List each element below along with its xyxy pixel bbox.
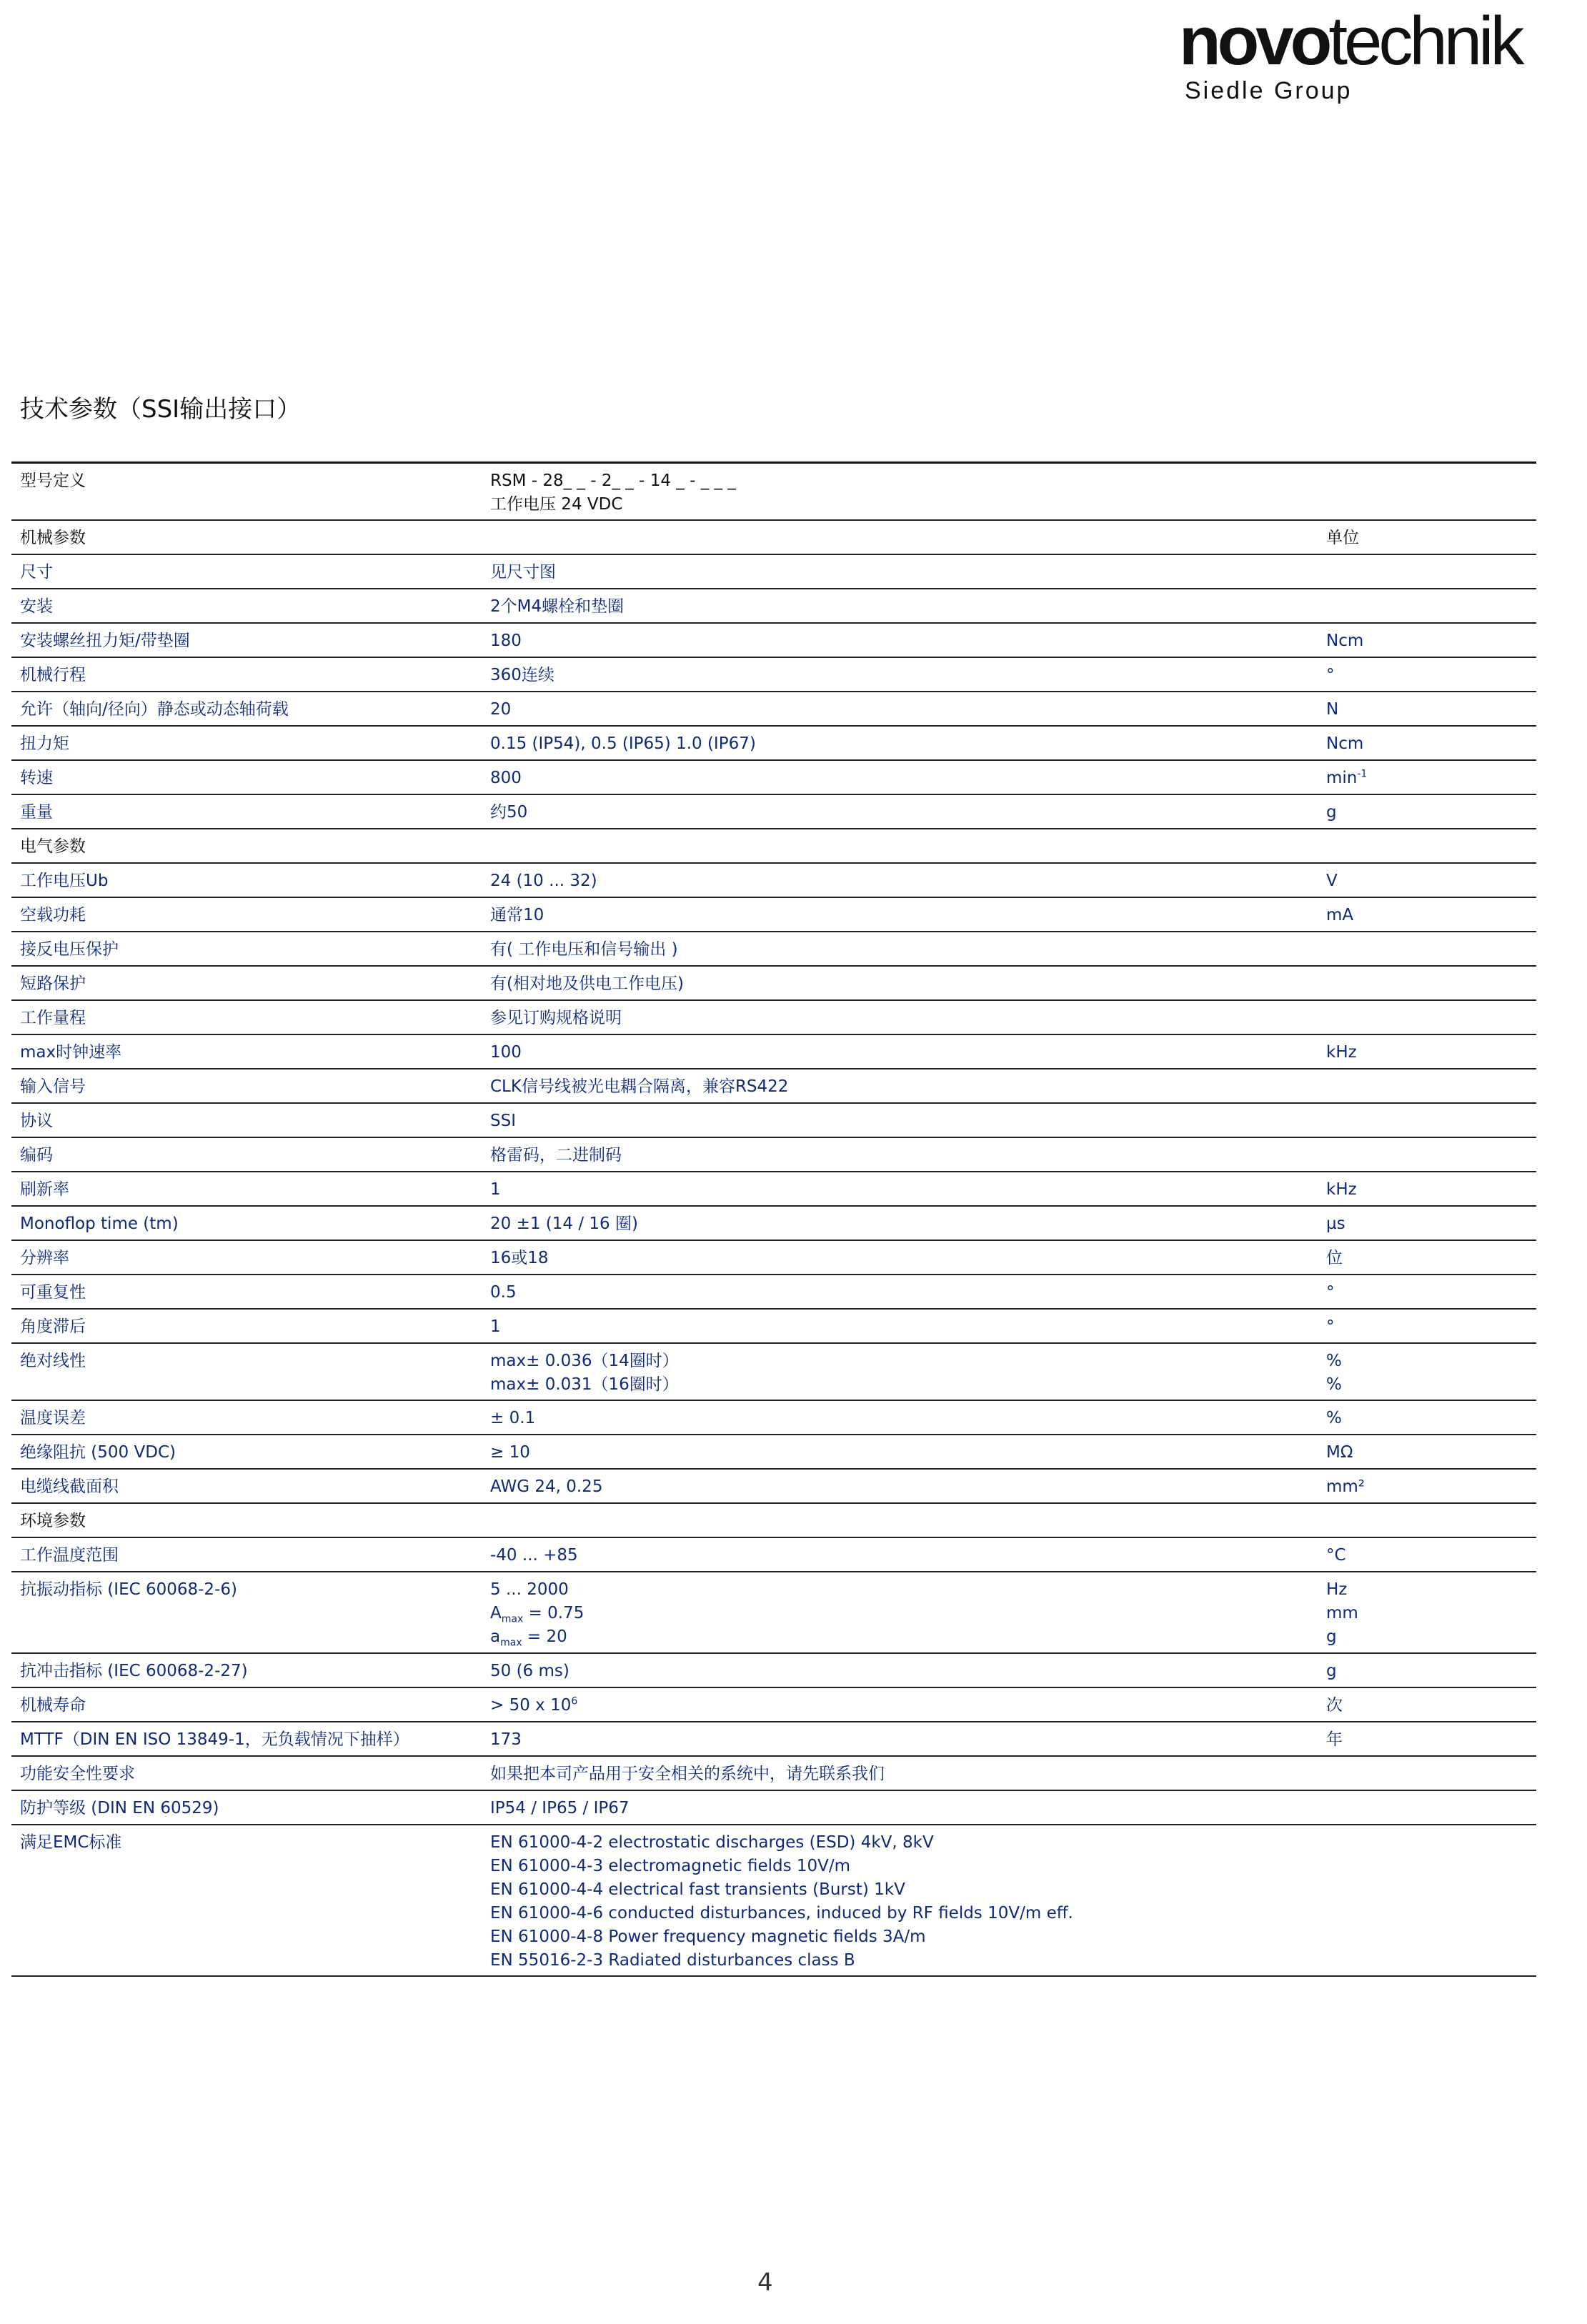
row-label: 尺寸 bbox=[20, 563, 53, 582]
row-label: 分辨率 bbox=[20, 1249, 69, 1267]
row-value: 20 bbox=[490, 700, 512, 719]
table-row bbox=[11, 555, 1536, 589]
row-value: -40 ... +85 bbox=[490, 1546, 578, 1565]
unit-header: 单位 bbox=[1326, 529, 1359, 547]
section-label: 电气参数 bbox=[20, 837, 86, 856]
row-unit: MΩ bbox=[1326, 1443, 1353, 1462]
row-unit: mm² bbox=[1326, 1477, 1365, 1496]
row-value: 5 ... 2000 $A_{max} = 0.75$ $a_{max} = 20$ bbox=[490, 1580, 584, 1649]
row-label: 扭力矩 bbox=[20, 734, 69, 753]
row-value: 见尺寸图 bbox=[490, 563, 556, 582]
row-label: 绝缘阻抗 (500 VDC) bbox=[20, 1443, 176, 1462]
table-row bbox=[11, 1791, 1536, 1825]
row-label: 温度误差 bbox=[20, 1409, 86, 1427]
table-row bbox=[11, 967, 1536, 1001]
row-value: RSM - 28_ _ - 2_ _ - 14 _ - _ _ _ 工作电压 24 VDC bbox=[490, 472, 736, 514]
row-label: 防护等级 (DIN EN 60529) bbox=[20, 1799, 219, 1817]
table-row bbox=[11, 1401, 1536, 1435]
row-label: 抗振动指标 (IEC 60068-2-6) bbox=[20, 1580, 237, 1599]
table-row-model bbox=[11, 464, 1536, 521]
row-value: CLK信号线被光电耦合隔离，兼容RS422 bbox=[490, 1077, 789, 1096]
row-label: 型号定义 bbox=[20, 472, 86, 490]
table-row bbox=[11, 1654, 1536, 1688]
table-row bbox=[11, 1069, 1536, 1104]
table-row bbox=[11, 1722, 1536, 1757]
logo-subtitle: Siedle Group bbox=[1185, 77, 1353, 104]
row-label: 转速 bbox=[20, 769, 53, 787]
row-label: 空载功耗 bbox=[20, 906, 86, 924]
row-value: 格雷码，二进制码 bbox=[490, 1146, 622, 1165]
row-value: 1 bbox=[490, 1180, 501, 1199]
row-label: 安装螺丝扭力矩/带垫圈 bbox=[20, 632, 190, 650]
row-value: 0.5 bbox=[490, 1283, 517, 1302]
row-value: 通常10 bbox=[490, 906, 544, 924]
row-value: 如果把本司产品用于安全相关的系统中，请先联系我们 bbox=[490, 1765, 885, 1783]
row-value: 360连续 bbox=[490, 666, 554, 684]
row-label: 允许（轴向/径向）静态或动态轴荷载 bbox=[20, 700, 289, 719]
row-unit: V bbox=[1326, 872, 1338, 890]
row-label: 重量 bbox=[20, 803, 53, 822]
row-label: 安装 bbox=[20, 597, 53, 616]
page-number: 4 bbox=[757, 2268, 773, 2297]
row-label: 机械寿命 bbox=[20, 1696, 86, 1715]
row-value: > 50 x $10^6$ bbox=[490, 1695, 578, 1715]
row-value: 50 (6 ms) bbox=[490, 1662, 569, 1680]
row-unit: % % bbox=[1326, 1352, 1342, 1394]
row-unit: ° bbox=[1326, 1317, 1335, 1336]
row-label: 工作电压Ub bbox=[20, 872, 109, 890]
table-row bbox=[11, 1172, 1536, 1207]
section-header-mechanical bbox=[11, 521, 1536, 555]
table-row bbox=[11, 761, 1536, 795]
row-value: 1 bbox=[490, 1317, 501, 1336]
section-label: 机械参数 bbox=[20, 529, 86, 547]
row-unit: 位 bbox=[1326, 1249, 1343, 1267]
row-value: 参见订购规格说明 bbox=[490, 1009, 622, 1027]
row-value: 16或18 bbox=[490, 1249, 549, 1267]
row-label: 可重复性 bbox=[20, 1283, 86, 1302]
row-value: 0.15 (IP54), 0.5 (IP65) 1.0 (IP67) bbox=[490, 734, 756, 753]
table-row bbox=[11, 1538, 1536, 1572]
row-value: 有(相对地及供电工作电压) bbox=[490, 974, 684, 993]
row-label: 绝对线性 bbox=[20, 1352, 86, 1370]
table-row bbox=[11, 1241, 1536, 1275]
logo-wordmark: novotechnik bbox=[1179, 3, 1521, 79]
row-label: 功能安全性要求 bbox=[20, 1765, 135, 1783]
table-row bbox=[11, 692, 1536, 727]
row-value: IP54 / IP65 / IP67 bbox=[490, 1799, 630, 1817]
row-label: 工作量程 bbox=[20, 1009, 86, 1027]
row-unit: Ncm bbox=[1326, 734, 1364, 753]
row-value: SSI bbox=[490, 1112, 516, 1130]
row-value: AWG 24, 0.25 bbox=[490, 1477, 603, 1496]
table-row bbox=[11, 589, 1536, 624]
row-value: ± 0.1 bbox=[490, 1409, 536, 1427]
row-unit: Hz mm g bbox=[1326, 1580, 1358, 1646]
table-row-linearity bbox=[11, 1344, 1536, 1401]
page-title: 技术参数（SSI输出接口） bbox=[20, 395, 302, 424]
row-unit: ° bbox=[1326, 1283, 1335, 1302]
row-unit: Ncm bbox=[1326, 632, 1364, 650]
table-row bbox=[11, 1104, 1536, 1138]
row-label: 输入信号 bbox=[20, 1077, 86, 1096]
row-unit: °C bbox=[1326, 1546, 1346, 1565]
row-value: ≥ 10 bbox=[490, 1443, 530, 1462]
row-unit: mA bbox=[1326, 906, 1354, 924]
section-header-environment bbox=[11, 1504, 1536, 1538]
row-unit: $\min^{-1}$ bbox=[1326, 768, 1368, 787]
table-row bbox=[11, 1310, 1536, 1344]
row-label: MTTF（DIN EN ISO 13849-1，无负载情况下抽样） bbox=[20, 1730, 409, 1749]
row-unit: N bbox=[1326, 700, 1339, 719]
table-row bbox=[11, 1035, 1536, 1069]
row-value: 2个M4螺栓和垫圈 bbox=[490, 597, 625, 616]
table-row bbox=[11, 864, 1536, 898]
row-label: 接反电压保护 bbox=[20, 940, 119, 959]
row-label: 抗冲击指标 (IEC 60068-2-27) bbox=[20, 1662, 248, 1680]
section-header-electrical bbox=[11, 829, 1536, 864]
row-value: 有( 工作电压和信号输出 ) bbox=[490, 940, 678, 959]
row-unit: 次 bbox=[1326, 1696, 1343, 1715]
row-label: 电缆线截面积 bbox=[20, 1477, 119, 1496]
row-label: 编码 bbox=[20, 1146, 53, 1165]
row-value: 24 (10 ... 32) bbox=[490, 872, 597, 890]
row-label: 角度滞后 bbox=[20, 1317, 86, 1336]
table-row bbox=[11, 1275, 1536, 1310]
row-unit: g bbox=[1326, 803, 1337, 822]
table-row bbox=[11, 1435, 1536, 1470]
table-row bbox=[11, 624, 1536, 658]
table-row-vibration bbox=[11, 1572, 1536, 1654]
row-label: max时钟速率 bbox=[20, 1043, 122, 1062]
table-row bbox=[11, 1138, 1536, 1172]
row-unit: kHz bbox=[1326, 1043, 1357, 1062]
row-unit: g bbox=[1326, 1662, 1337, 1680]
row-value: EN 61000-4-2 electrostatic discharges (ESD) 4kV, 8kV EN 61000-4-3 electromagnetic fields 10V/m EN 61000-4-4 electrical fast transients (Burst) 1kV EN 61000-4-6 conducted disturbances, induced by RF fields 10V/m eff. EN 61000-4-8 Power frequency magnetic fields 3A/m EN 55016-2-3 Radiated disturbances class B bbox=[490, 1833, 1073, 1970]
row-label: 短路保护 bbox=[20, 974, 86, 993]
row-label: 机械行程 bbox=[20, 666, 86, 684]
row-unit: µs bbox=[1326, 1215, 1345, 1233]
row-value: 173 bbox=[490, 1730, 522, 1749]
row-label: Monoflop time (tm) bbox=[20, 1215, 179, 1233]
row-unit: kHz bbox=[1326, 1180, 1357, 1199]
spec-table bbox=[11, 462, 1536, 1977]
row-label: 协议 bbox=[20, 1112, 53, 1130]
row-value: 20 ±1 (14 / 16 圈) bbox=[490, 1215, 638, 1233]
table-row bbox=[11, 898, 1536, 932]
row-value: 180 bbox=[490, 632, 522, 650]
table-row bbox=[11, 727, 1536, 761]
table-row bbox=[11, 1757, 1536, 1791]
novotechnik-logo bbox=[1179, 3, 1551, 105]
table-row-emc bbox=[11, 1825, 1536, 1977]
table-row bbox=[11, 795, 1536, 829]
row-label: 刷新率 bbox=[20, 1180, 69, 1199]
table-row bbox=[11, 1688, 1536, 1722]
row-value: 100 bbox=[490, 1043, 522, 1062]
table-row bbox=[11, 1470, 1536, 1504]
row-unit: % bbox=[1326, 1409, 1342, 1427]
row-label: 工作温度范围 bbox=[20, 1546, 119, 1565]
row-label: 满足EMC标准 bbox=[20, 1833, 122, 1852]
table-row bbox=[11, 1207, 1536, 1241]
row-value: 800 bbox=[490, 769, 522, 787]
row-unit: ° bbox=[1326, 666, 1335, 684]
row-value: 约50 bbox=[490, 803, 528, 822]
row-unit: 年 bbox=[1326, 1730, 1343, 1749]
row-value: max± 0.036（14圈时） max± 0.031（16圈时） bbox=[490, 1352, 679, 1394]
table-row bbox=[11, 932, 1536, 967]
table-row bbox=[11, 658, 1536, 692]
section-label: 环境参数 bbox=[20, 1512, 86, 1530]
table-row bbox=[11, 1001, 1536, 1035]
